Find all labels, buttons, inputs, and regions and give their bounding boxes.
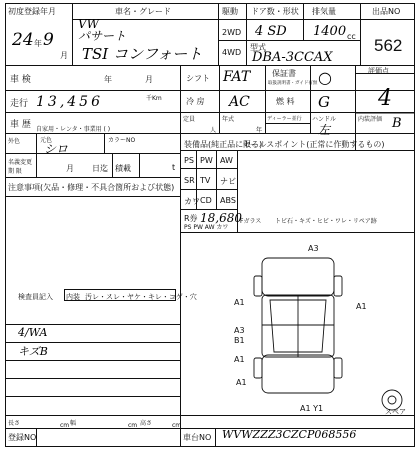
lot-no: 562 bbox=[374, 36, 403, 55]
year-model-unit: 年 bbox=[256, 127, 263, 134]
glass-hint: トビ石・キズ・ヒビ・ワレ・リペア跡 bbox=[275, 218, 377, 225]
eq-sr: SR bbox=[184, 176, 195, 185]
eq-aw: AW bbox=[220, 156, 233, 165]
lot-label: 出品NO bbox=[372, 7, 401, 16]
maker: VW bbox=[78, 17, 99, 31]
insp-month-unit: 月 bbox=[145, 75, 153, 84]
deadline-label: 期 限 bbox=[8, 168, 22, 175]
eq-ps: PS bbox=[184, 156, 194, 165]
chassis-label: 車台NO bbox=[183, 433, 212, 442]
deadline-day: 日迄 bbox=[92, 164, 108, 173]
check-note-1: 4/WA bbox=[18, 326, 48, 339]
shift-label: シフト bbox=[186, 74, 210, 83]
length-unit: cm bbox=[60, 422, 70, 429]
drive-4wd: 4WD bbox=[222, 48, 242, 57]
deadline-month: 月 bbox=[66, 164, 74, 173]
import-label: ディーラー並行 bbox=[267, 116, 302, 122]
rating-value: 4 bbox=[378, 86, 392, 111]
reg-month: 9 bbox=[43, 30, 54, 50]
interior-score: B bbox=[392, 116, 402, 131]
notes-label: 注意事項(欠品・修理・不具合箇所および状態) bbox=[8, 183, 175, 192]
ac-value: AC bbox=[229, 94, 250, 110]
model-name: パサート bbox=[78, 29, 127, 43]
eq-cd: CD bbox=[200, 196, 212, 205]
first-reg-label: 初度登録年月 bbox=[8, 7, 56, 16]
color-origin-label: 元色 bbox=[40, 137, 53, 144]
eq-tv: TV bbox=[200, 176, 211, 185]
name-change-label: 名義変更 bbox=[8, 159, 33, 166]
model-code: DBA-3CCAX bbox=[252, 50, 333, 65]
handle-value: 左 bbox=[318, 123, 331, 137]
color-code-label: カラーNO bbox=[108, 137, 136, 144]
color-value: シロ bbox=[44, 142, 69, 156]
rating-label: 評価点 bbox=[368, 67, 389, 75]
displacement: 1400 bbox=[313, 24, 347, 39]
drive-2wd: 2WD bbox=[222, 28, 242, 37]
year-model-label: 年式 bbox=[222, 116, 235, 123]
fuel-label: 燃 料 bbox=[276, 97, 295, 106]
height-label: 高さ bbox=[140, 420, 153, 427]
inspector-label: 検査員記入 bbox=[18, 293, 53, 301]
displacement-label: 排気量 bbox=[312, 7, 336, 16]
handle-label: ハンドル bbox=[312, 116, 337, 123]
year-unit: 年 bbox=[34, 39, 42, 48]
mark-b1-left: B1 bbox=[234, 336, 245, 345]
mark-a3-left: A3 bbox=[234, 326, 245, 335]
model-label: 型式 bbox=[250, 43, 266, 52]
mark-a1-right: A1 bbox=[356, 302, 367, 311]
r-price: 18,680 bbox=[200, 211, 242, 225]
mark-a1-left: A1 bbox=[234, 298, 245, 307]
doors-shape: 4 SD bbox=[255, 24, 287, 39]
r-label: R券 bbox=[184, 214, 198, 223]
mileage-value: 13,456 bbox=[36, 94, 103, 110]
mileage-unit: 千Km bbox=[146, 95, 162, 102]
capacity-label: 定員 bbox=[183, 116, 196, 123]
fuel-value: G bbox=[318, 93, 330, 111]
eq-leather: カワ bbox=[184, 197, 200, 206]
history-label: 車 歴 bbox=[10, 120, 31, 130]
reg-no-label: 登録NO bbox=[8, 433, 37, 442]
month-unit: 月 bbox=[60, 51, 68, 60]
equipment-circled: PS PW AW カワ bbox=[184, 224, 229, 231]
car-name-label: 車名・グレード bbox=[115, 7, 171, 16]
drive-label: 駆動 bbox=[222, 7, 238, 16]
insp-year-unit: 年 bbox=[104, 75, 112, 84]
mark-a1-left-bottom: A1 bbox=[236, 378, 247, 387]
history-options: 自家用・レンタ・事業用 ( ) bbox=[36, 126, 111, 133]
warranty-label: 保証書 bbox=[272, 69, 296, 78]
spare-label: スペア bbox=[385, 408, 406, 416]
reg-year: 24 bbox=[12, 30, 34, 50]
check-note-2: キズB bbox=[18, 345, 48, 358]
ac-label: 冷 房 bbox=[186, 97, 205, 106]
spare-tire-icon bbox=[382, 390, 402, 410]
width-label: 幅 bbox=[70, 420, 77, 427]
color-label: 外色 bbox=[8, 138, 21, 145]
mileage-label: 走行 bbox=[10, 99, 29, 109]
warranty-mark: ○ bbox=[318, 68, 332, 87]
eq-abs: ABS bbox=[220, 196, 236, 205]
loading-label: 積載 bbox=[115, 164, 131, 173]
height-unit: cm bbox=[172, 422, 182, 429]
mark-a1-left-rear: A1 bbox=[234, 355, 245, 364]
grade: TSI コンフォート bbox=[82, 45, 203, 63]
door-shape-label: ドア数・形状 bbox=[251, 7, 299, 16]
inspection-label: 車 検 bbox=[10, 75, 31, 85]
sales-point-label: セールスポイント(正常に作動するもの) bbox=[243, 140, 385, 149]
width-unit: cm bbox=[128, 422, 138, 429]
cc-unit: cc bbox=[347, 32, 356, 41]
eq-navi: ナビ bbox=[220, 177, 236, 186]
equipment-label: 装備品(純正品に限る) bbox=[184, 140, 263, 149]
interior-label: 内装評価 bbox=[358, 116, 383, 123]
interior-check-label: 内装 bbox=[66, 293, 80, 301]
chassis-no: WVWZZZ3CZCP068556 bbox=[222, 428, 357, 441]
warranty-sub: 取扱説明書・ガイド有無 bbox=[268, 81, 318, 86]
eq-pw: PW bbox=[200, 156, 213, 165]
length-label: 長さ bbox=[8, 420, 21, 427]
ton-unit: t bbox=[172, 163, 176, 172]
mark-a1y1-rear: A1 Y1 bbox=[300, 404, 324, 413]
interior-check-items: 汚レ・スレ・ヤケ・キレ・コゲ・穴 bbox=[85, 293, 197, 301]
people-unit: 人 bbox=[210, 127, 217, 134]
shift-value: FAT bbox=[223, 69, 251, 85]
mark-a3-front: A3 bbox=[308, 244, 319, 253]
glass-label: Fガラス bbox=[240, 218, 262, 225]
